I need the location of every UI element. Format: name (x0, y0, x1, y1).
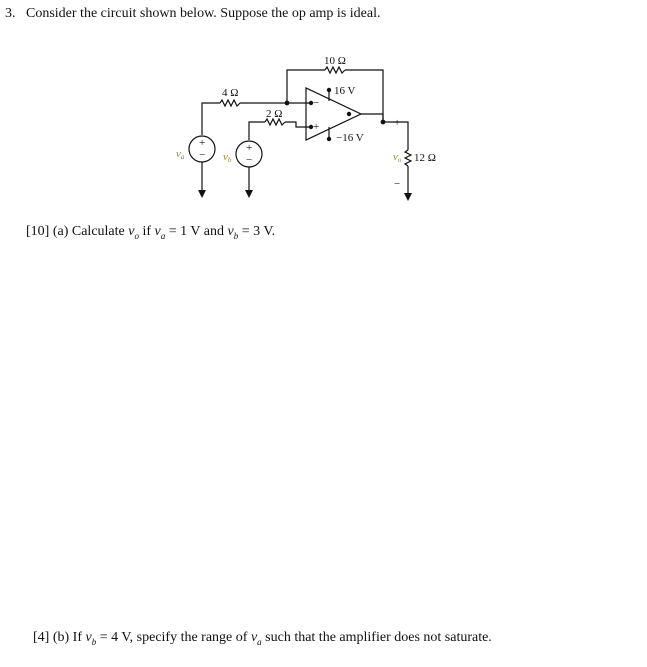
question-number: 3. (5, 6, 16, 21)
load-minus-sign: − (394, 178, 401, 190)
var-vb: v (227, 224, 234, 239)
load-resistor-12ohm (405, 150, 411, 166)
noninverting-wire (285, 122, 311, 127)
part-a-vb-value: = 3 V. (241, 224, 276, 239)
var-vo: v (128, 224, 135, 239)
vcc-neg-label: −16 V (336, 132, 364, 144)
var-vo-sub: o (134, 230, 139, 241)
var-va-sub: a (160, 230, 166, 241)
var-vb: v (85, 630, 92, 645)
vcc-pos-label: 16 V (334, 85, 356, 97)
r-b-label: 2 Ω (266, 108, 283, 120)
part-a-text (26, 224, 275, 241)
load-plus-sign: + (394, 117, 401, 129)
r-load-label: 12 Ω (414, 152, 436, 164)
vcc-pos-dot (327, 88, 331, 92)
vb-wire (249, 122, 265, 140)
feedback-resistor-10ohm (325, 67, 345, 73)
part-b-letter: (b) (52, 630, 70, 645)
va-plus-sign: + (199, 137, 206, 149)
var-vb-sub: b (91, 636, 97, 647)
vo-label: vo (393, 151, 402, 164)
junction-dot-inverting (285, 101, 290, 106)
var-va: v (250, 630, 258, 645)
part-b-vb-value: = 4 V, specify the range of (99, 630, 248, 645)
var-vb-sub: b (233, 230, 239, 241)
va-label: va (176, 148, 185, 161)
noninverting-sign: + (313, 121, 320, 133)
var-va: v (154, 224, 161, 239)
r-feedback-label: 10 Ω (324, 55, 346, 67)
va-minus-sign: − (199, 149, 206, 161)
var-va-sub: a (257, 636, 262, 647)
part-b-text (33, 630, 492, 647)
part-a-letter: (a) (52, 224, 69, 239)
output-junction-dot (381, 120, 386, 125)
vb-minus-sign: − (246, 154, 253, 166)
output-wire (361, 114, 408, 150)
part-b-points: [4] (33, 630, 50, 645)
ground-arrow-load (404, 193, 412, 201)
part-a-points: [10] (26, 224, 50, 239)
resistor-4ohm (220, 100, 240, 106)
output-dot (347, 112, 351, 116)
va-wire (202, 103, 220, 135)
part-a-if: if (142, 224, 152, 239)
vb-label: vb (223, 151, 232, 164)
part-a-va-value: = 1 V and (168, 224, 224, 239)
r-a-label: 4 Ω (222, 87, 239, 99)
vb-plus-sign: + (246, 142, 253, 154)
ground-arrow-vb (245, 190, 253, 198)
inverting-sign: − (313, 97, 320, 109)
question-intro: Consider the circuit shown below. Suppose the op amp is ideal. (26, 6, 381, 21)
part-a-prompt: Calculate (71, 224, 125, 239)
vcc-neg-dot (327, 137, 331, 141)
part-b-prompt: such that the amplifier does not saturate. (265, 630, 492, 645)
part-b-if: If (72, 630, 82, 645)
ground-arrow-va (198, 190, 206, 198)
